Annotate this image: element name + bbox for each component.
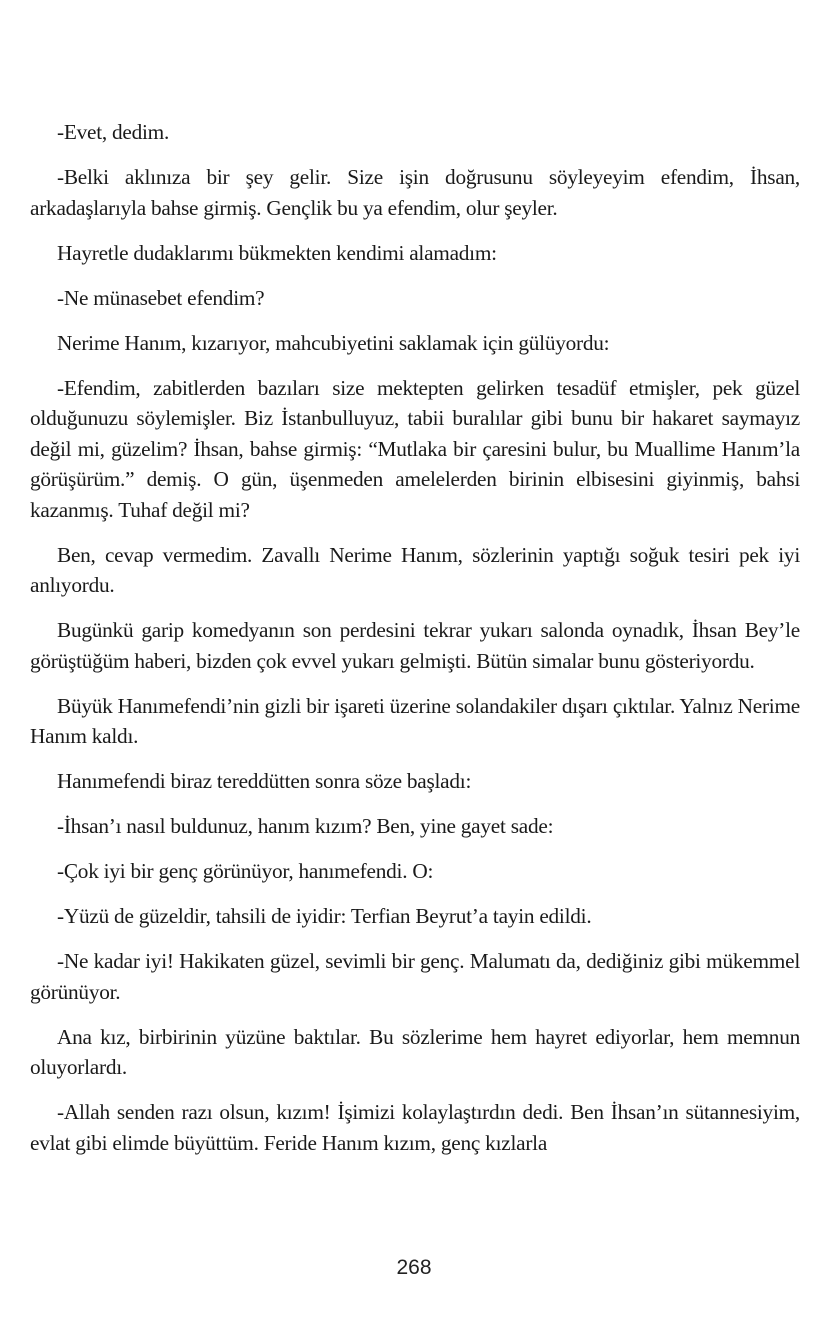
paragraph-10: Hanımefendi biraz tereddütten sonra söze başladı: [57,769,472,793]
paragraph-16: -Allah senden razı olsun, kızım! İşimizi kolaylaştırdın dedi. Ben İhsan’ın sütannesiyim, evlat gibi elimde büyüttüm. Feride Hanım kızım, genç kızlarla [30,1100,800,1155]
paragraph-8: Bugünkü garip komedyanın son perdesini tekrar yukarı salonda oynadık, İhsan Bey’le görüştüğüm haberi, bizden çok evvel yukarı gelmişti. Bütün simalar bunu gösteriyordu. [30,618,800,673]
paragraph-11: -İhsan’ı nasıl buldunuz, hanım kızım? Ben, yine gayet sade: [57,814,554,838]
paragraph-5: Nerime Hanım, kızarıyor, mahcubiyetini saklamak için gülüyordu: [57,330,610,355]
page-number: 268 [396,1256,432,1279]
paragraph-2: -Belki aklınıza bir şey gelir. Size işin doğrusunu söyleyeyim efendim, İhsan, arkadaşlarıyla bahse girmiş. Gençlik bu ya efendim, olur şeyler. [30,165,800,220]
paragraph-3: Hayretle dudaklarımı bükmekten kendimi alamadım: [57,240,497,265]
paragraph-6: -Efendim, zabitlerden bazıları size mektepten gelirken tesadüf etmişler, pek güzel olduğunuzu söylemişler. Biz İstanbulluyuz, tabii buralılar gibi bunu bir hakaret saymayız değil mi, güzelim? İhsan, bahse girmiş: “Mutlaka bir çaresini bulur, bu Muallime Hanım’la görüşürüm.” demiş. O gün, üşenmeden amelelerden birinin elbisesini giyinmiş, bahsi kazanmış. Tuhaf değil mi? [30,375,800,522]
paragraph-13: -Yüzü de güzeldir, tahsili de iyidir: Terfian Beyrut’a tayin edildi. [57,904,592,928]
paragraph-1: -Evet, dedim. [57,120,170,144]
paragraph-15: Ana kız, birbirinin yüzüne baktılar. Bu sözlerime hem hayret ediyorlar, hem memnun oluyorlardı. [30,1024,800,1079]
paragraph-12: -Çok iyi bir genç görünüyor, hanımefendi. O: [57,859,434,883]
page-body-text [30,117,800,1173]
paragraph-14: -Ne kadar iyi! Hakikaten güzel, sevimli bir genç. Malumatı da, dediğiniz gibi mükemmel görünüyor. [30,949,800,1004]
paragraph-7: Ben, cevap vermedim. Zavallı Nerime Hanım, sözlerinin yaptığı soğuk tesiri pek iyi anlıyordu. [30,542,800,597]
paragraph-4: -Ne münasebet efendim? [57,285,265,310]
paragraph-9: Büyük Hanımefendi’nin gizli bir işareti üzerine solandakiler dışarı çıktılar. Yalnız Nerime Hanım kaldı. [30,693,800,748]
